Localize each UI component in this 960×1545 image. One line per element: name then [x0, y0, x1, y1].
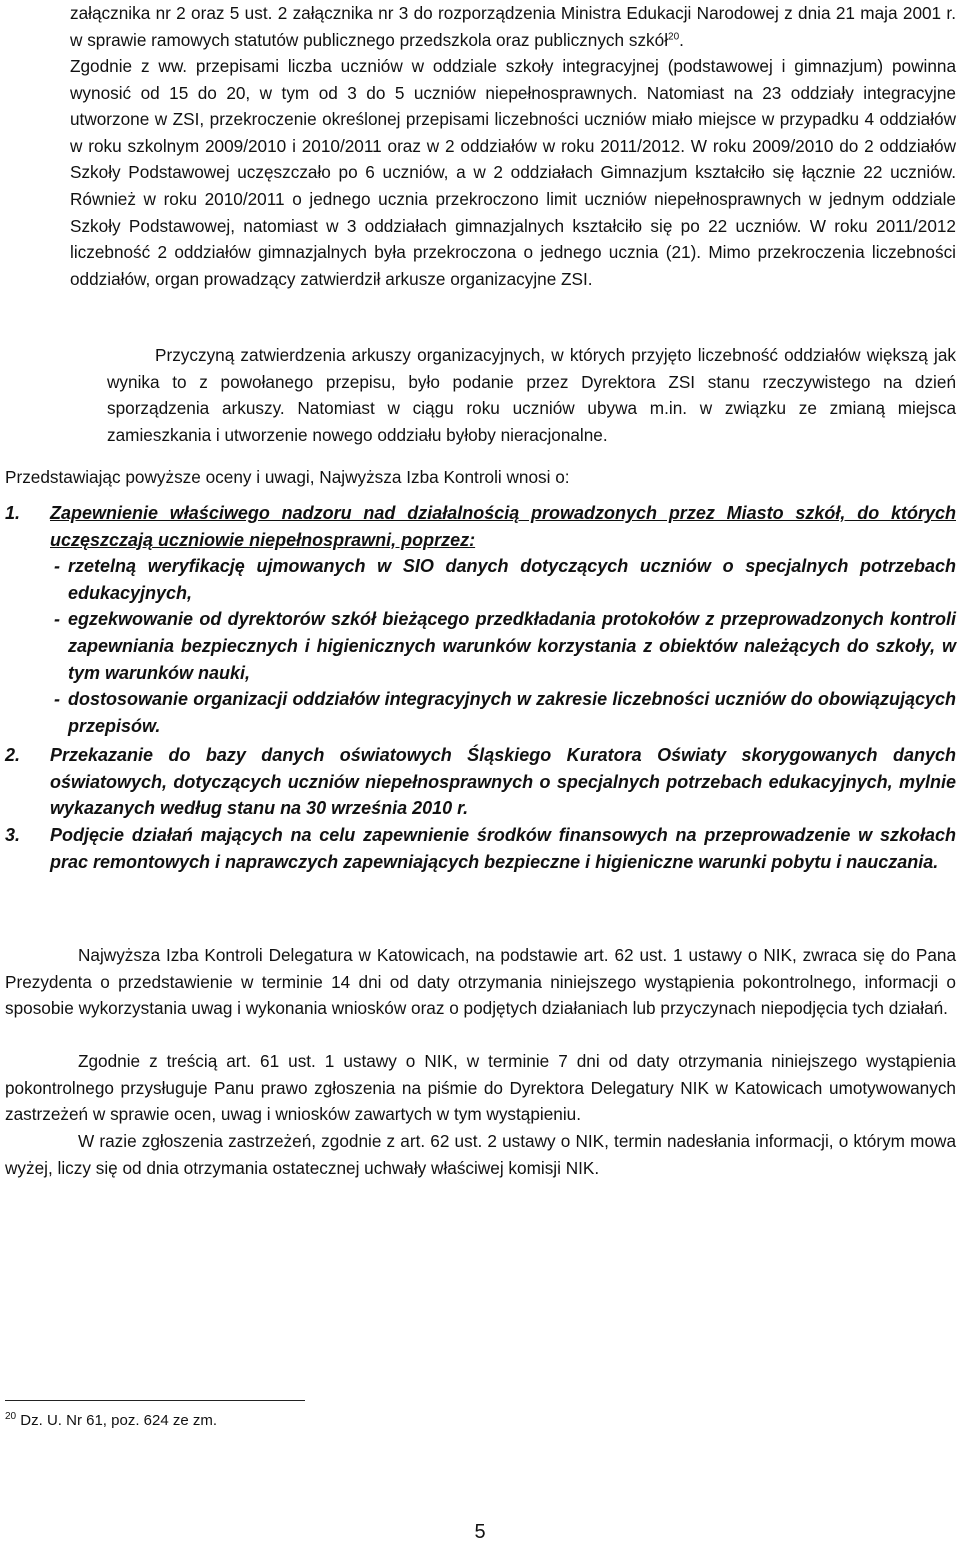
- intro-paragraph-1: [70, 0, 956, 53]
- recommendation-number: 3.: [5, 825, 21, 845]
- intro-paragraph-2: Zgodnie z ww. przepisami liczba uczniów w oddziale szkoły integracyjnej (podstawowej i gimnazjum) powinna wynosić od 15 do 20, w tym od 3 do 5 uczniów niepełnosprawnych. Natomiast na 23 oddziały integracyjne utworzone w ZSI, przekroczenie określonej przepisami liczebności uczniów miało miejsce w przypadku 4 oddziałów w roku szkolnym 2009/2010 i 2010/2011 oraz w 2 oddziałów w roku 2011/2012. W roku 2009/2010 do 2 oddziałów Szkoły Podstawowej uczęszczało po 6 uczniów, a w 2 oddziałach Gimnazjum kształciło się łącznie 22 uczniów. Również w roku 2010/2011 o jednego ucznia przekroczono limit uczniów niepełnosprawnych w jednym oddziale Szkoły Podstawowej, natomiast w 3 oddziałach gimnazjalnych kształciło się po 22 uczniów. W roku 2011/2012 liczebność 2 oddziałów gimnazjalnych była przekroczona o jednego ucznia (21). Mimo przekroczenia liczebności oddziałów, organ prowadzący zatwierdził arkusze organizacyjne ZSI.: [70, 56, 956, 289]
- recommendation-2: [5, 742, 956, 822]
- recommendations-lead: Przedstawiając powyższe oceny i uwagi, Najwyższa Izba Kontroli wnosi o:: [5, 467, 570, 487]
- recommendation-subitem: - rzetelną weryfikację ujmowanych w SIO danych dotyczących uczniów o specjalnych potrzebach edukacyjnych,: [54, 556, 956, 603]
- intro-text-1: załącznika nr 2 oraz 5 ust. 2 załącznika nr 3 do rozporządzenia Ministra Edukacji Narodowej z dnia 21 maja 2001 r. w sprawie ramowych statutów publicznego przedszkola oraz publicznych szkół: [70, 3, 956, 50]
- footnote-number: 20: [5, 1411, 17, 1422]
- recommendation-3: [5, 822, 956, 875]
- closing-paragraph-2: Zgodnie z treścią art. 61 ust. 1 ustawy o NIK, w terminie 7 dni od daty otrzymania niniejszego wystąpienia pokontrolnego przysługuje Panu prawo zgłoszenia na piśmie do Dyrektora Delegatury NIK w Katowicach umotywowanych zastrzeżeń w sprawie ocen, uwag i wniosków zawartych w tym wystąpieniu.: [5, 1051, 956, 1125]
- recommendation-text: Przekazanie do bazy danych oświatowych Śląskiego Kuratora Oświaty skorygowanych danych oświatowych, dotyczących uczniów niepełnosprawnych o specjalnych potrzebach edukacyjnych, mylnie wykazanych według stanu na 30 września 2010 r.: [50, 745, 956, 819]
- recommendation-text: Zapewnienie właściwego nadzoru nad działalnością prowadzonych przez Miasto szkół, do których uczęszczają uczniowie niepełnosprawni, poprzez:: [50, 503, 956, 550]
- intro-text-1-end: .: [679, 29, 684, 50]
- explanation-paragraph: Przyczyną zatwierdzenia arkuszy organizacyjnych, w których przyjęto liczebność oddziałów większą jak wynika to z powołanego przepisu, było podanie przez Dyrektora ZSI stanu rzeczywistego na dzień sporządzenia arkuszy. Natomiast w ciągu roku uczniów ubywa m.in. w związku ze zmianą miejsca zamieszkania i utworzenie nowego oddziału byłoby nieracjonalne.: [107, 345, 956, 445]
- recommendation-1: [5, 500, 956, 739]
- recommendation-number: 2.: [5, 745, 21, 765]
- closing-paragraph-1: Najwyższa Izba Kontroli Delegatura w Katowicach, na podstawie art. 62 ust. 1 ustawy o NIK, zwraca się do Pana Prezydenta o przedstawienie w terminie 14 dni od daty otrzymania niniejszego wystąpienia pokontrolnego, informacji o sposobie wykorzystania uwag i wykonania wniosków oraz o podjętych działaniach lub przyczynach niepodjęcia tych działań.: [5, 945, 956, 1019]
- footnote-separator: [5, 1400, 305, 1401]
- footnote-ref-20[interactable]: 20: [668, 30, 680, 42]
- recommendation-number: 1.: [5, 503, 21, 523]
- recommendation-subitem: - dostosowanie organizacji oddziałów integracyjnych w zakresie liczebności uczniów do obowiązujących przepisów.: [54, 689, 956, 736]
- closing-paragraph-3: W razie zgłoszenia zastrzeżeń, zgodnie z art. 62 ust. 2 ustawy o NIK, termin nadesłania informacji, o którym mowa wyżej, liczy się od dnia otrzymania ostatecznej uchwały właściwej komisji NIK.: [5, 1131, 956, 1178]
- recommendation-text: Podjęcie działań mających na celu zapewnienie środków finansowych na przeprowadzenie w szkołach prac remontowych i naprawczych zapewniających bezpieczne i higieniczne warunki pobytu i nauczania.: [50, 825, 956, 872]
- recommendation-subitem: - egzekwowanie od dyrektorów szkół bieżącego przedkładania protokołów z przeprowadzonych kontroli zapewniania bezpiecznych i higienicznych warunków korzystania z obiektów należących do szkoły, w tym warunków nauki,: [54, 609, 956, 683]
- footnote: [5, 1411, 217, 1431]
- page-number: 5: [474, 1521, 486, 1543]
- footnote-text: Dz. U. Nr 61, poz. 624 ze zm.: [20, 1412, 218, 1429]
